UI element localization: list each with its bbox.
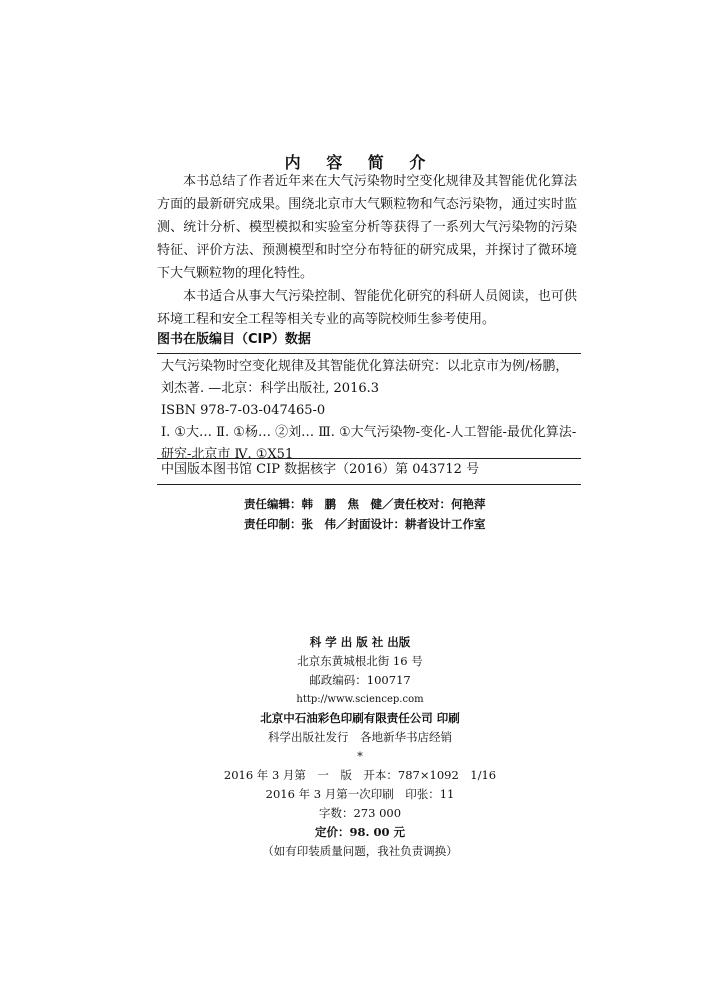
publisher-address: 北京东黄城根北街 16 号 xyxy=(297,654,423,668)
intro-paragraph-1: 本书总结了作者近年来在大气污染物时空变化规律及其智能优化算法方面的最新研究成果。围绕北京市大气颗粒物和气态污染物，通过实时监测、统计分析、模型模拟和实验室分析等获得了一系列大气污染物的污染特征、评价方法、预测模型和时空分布特征的研究成果，并探讨了微环境下大气颗粒物的理化特性。 xyxy=(157,174,577,281)
printing-info: 2016 年 3 月第一次印刷 印张：11 xyxy=(265,787,455,801)
distribution-info: 科学出版社发行 各地新华书店经销 xyxy=(268,730,452,744)
publisher-name: 科 学 出 版 社 出版 xyxy=(309,635,411,649)
cip-divider xyxy=(157,458,581,459)
introduction xyxy=(157,170,577,331)
cip-isbn-line: ISBN 978-7-03-047465-0 xyxy=(161,403,326,418)
editorial-credits xyxy=(244,494,486,534)
separator-star: * xyxy=(357,749,363,763)
cip-data-block xyxy=(161,356,581,466)
quality-notice: （如有印装质量问题，我社负责调换） xyxy=(262,844,458,858)
credits-line-production: 责任印制：张 伟／封面设计：耕者设计工作室 xyxy=(244,517,486,531)
cip-title-line: 大气污染物时空变化规律及其智能优化算法研究：以北京市为例/杨鹏，刘杰著. —北京：科学出版社, 2016.3 xyxy=(161,359,569,396)
cip-divider-bottom xyxy=(157,484,581,485)
publisher-colophon xyxy=(160,633,560,861)
cip-record-number: 中国版本图书馆 CIP 数据核字（2016）第 043712 号 xyxy=(161,462,480,477)
page-title: 内 容 简 介 xyxy=(284,153,436,172)
cip-classification-line: Ⅰ. ①大… Ⅱ. ①杨… ②刘… Ⅲ. ①大气污染物-变化-人工智能-最优化算法-研究-北京市 Ⅳ. ①X51 xyxy=(161,425,577,462)
word-count: 字数：273 000 xyxy=(318,806,402,820)
intro-paragraph-2: 本书适合从事大气污染控制、智能优化研究的科研人员阅读，也可供环境工程和安全工程等相关专业的高等院校师生参考使用。 xyxy=(157,289,577,327)
cip-heading: 图书在版编目（CIP）数据 xyxy=(157,330,581,354)
credits-line-editors: 责任编辑：韩 鹏 焦 健／责任校对：何艳萍 xyxy=(244,497,486,511)
price: 定价：98. 00 元 xyxy=(314,825,406,839)
printer-name: 北京中石油彩色印刷有限责任公司 印刷 xyxy=(260,711,460,725)
publisher-postcode: 邮政编码：100717 xyxy=(309,673,411,687)
publisher-url: http://www.sciencep.com xyxy=(296,694,424,705)
edition-info: 2016 年 3 月第 一 版 开本：787×1092 1/16 xyxy=(223,768,497,782)
